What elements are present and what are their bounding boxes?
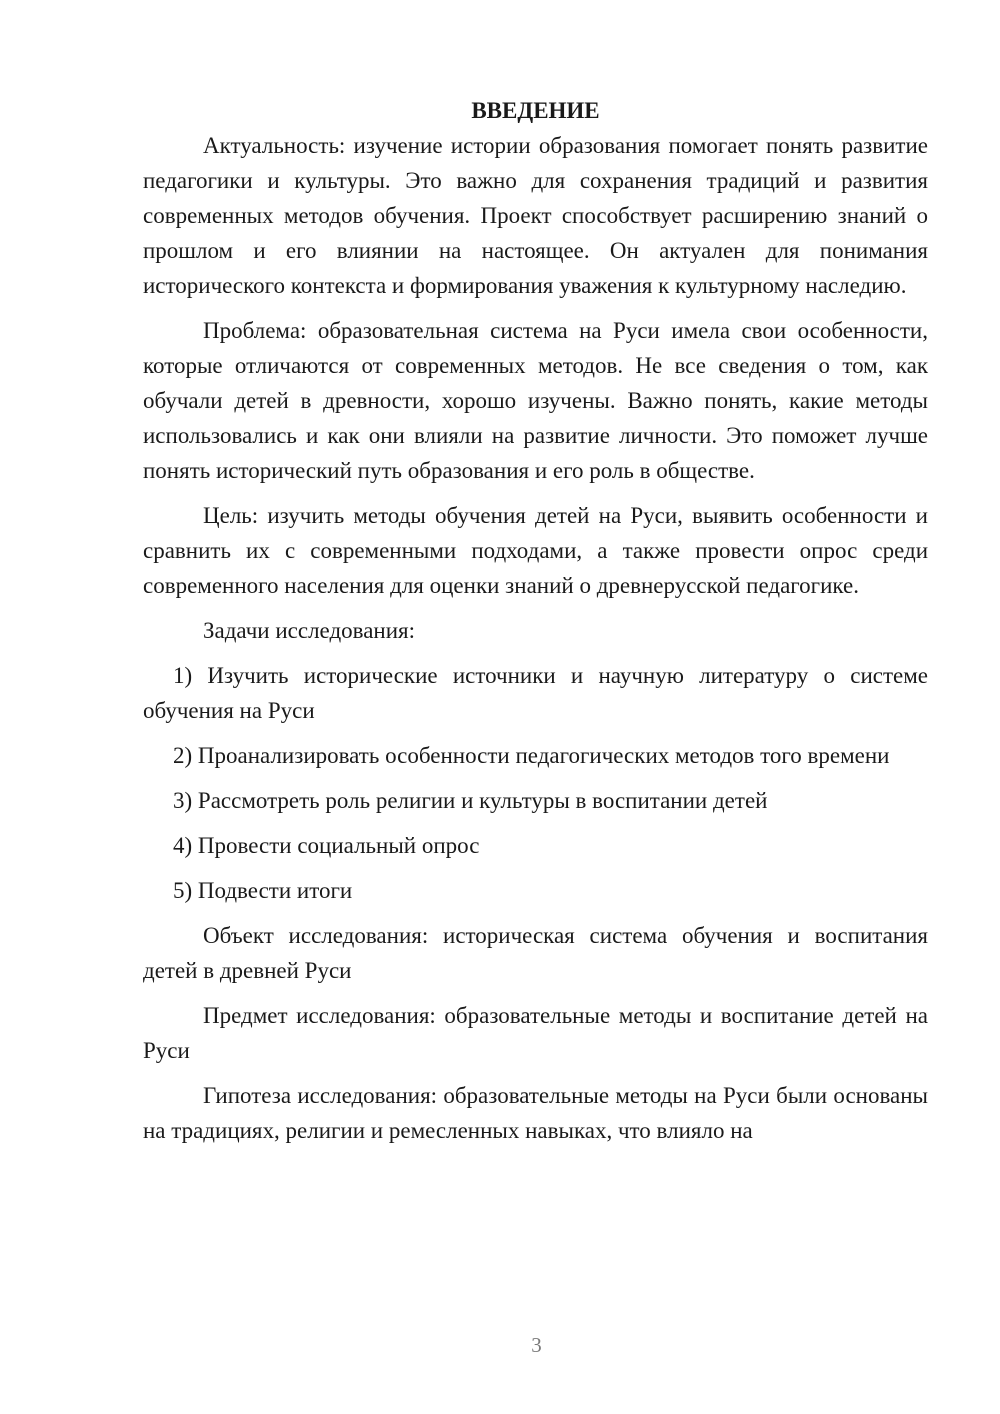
tasks-title: Задачи исследования: (203, 618, 416, 643)
section-heading: ВВЕДЕНИЕ (471, 98, 600, 123)
subject-paragraph: Предмет исследования: образовательные методы и воспитание детей на Руси (143, 1003, 928, 1063)
goal-paragraph: Цель: изучить методы обучения детей на Руси, выявить особенности и сравнить их с современными подходами, а также провести опрос среди современного населения для оценки знаний о древнерусской педагогике. (143, 503, 928, 598)
hypothesis-paragraph: Гипотеза исследования: образовательные методы на Руси были основаны на традициях, религии и ремесленных навыках, что влияло на (143, 1083, 928, 1143)
task-item: 5) Подвести итоги (173, 878, 353, 903)
page-number: 3 (531, 1333, 542, 1357)
problem-paragraph: Проблема: образовательная система на Руси имела свои особенности, которые отличаются от современных методов. Не все сведения о том, как обучали детей в древности, хорошо изучены. Важно понять, какие методы использовались и как они влияли на развитие личности. Это поможет лучше понять исторический путь образования и его роль в обществе. (143, 318, 928, 483)
object-paragraph: Объект исследования: историческая система обучения и воспитания детей в древней Руси (143, 923, 928, 983)
task-item: 1) Изучить исторические источники и научную литературу о системе обучения на Руси (143, 663, 928, 723)
tasks-list (143, 658, 928, 908)
relevance-paragraph: Актуальность: изучение истории образования помогает понять развитие педагогики и культуры. Это важно для сохранения традиций и развития современных методов обучения. Проект способствует расширению знаний о прошлом и его влиянии на настоящее. Он актуален для понимания исторического контекста и формирования уважения к культурному наследию. (143, 133, 928, 298)
task-item: 3) Рассмотреть роль религии и культуры в воспитании детей (173, 788, 768, 813)
task-item: 2) Проанализировать особенности педагогических методов того времени (173, 743, 890, 768)
page-content (143, 93, 928, 1158)
task-item: 4) Провести социальный опрос (173, 833, 480, 858)
